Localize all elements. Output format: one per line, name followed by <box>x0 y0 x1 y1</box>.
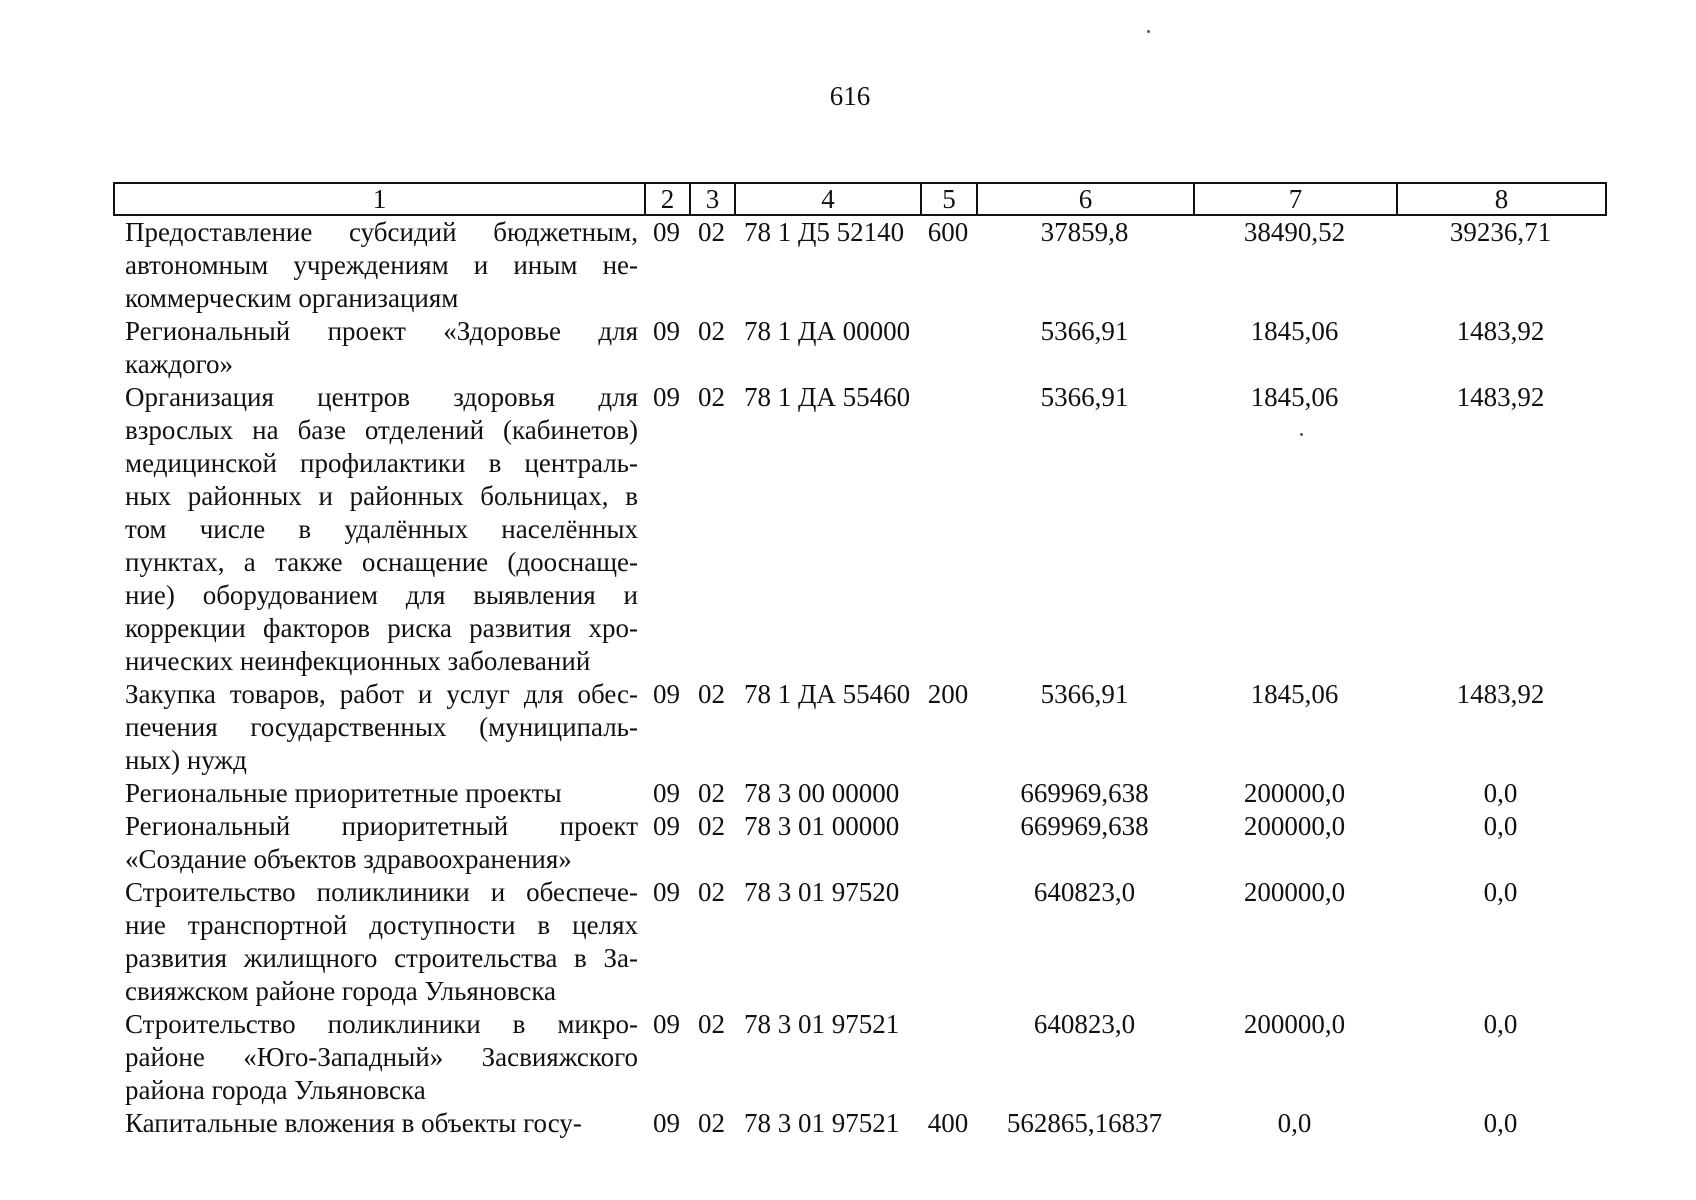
column-header-2: 2 <box>645 183 690 215</box>
scan-speck <box>1147 30 1150 33</box>
description-line: пунктах, а также оснащение (дооснаще- <box>125 547 638 577</box>
description-line: Закупка товаров, работ и услуг для обес- <box>125 679 638 709</box>
cell-c4: 78 1 ДА 55460 <box>744 382 911 412</box>
cell-c6: 5366,91 <box>1040 316 1129 346</box>
page-number: 616 <box>829 81 871 111</box>
cell-c6: 5366,91 <box>1040 679 1129 709</box>
cell-c6: 669969,638 <box>1020 778 1149 808</box>
cell-c2: 09 <box>653 382 680 412</box>
cell-c3: 02 <box>698 316 725 346</box>
description-line: ние транспортной доступности в целях <box>125 910 638 940</box>
description-line: коммерческим организациям <box>125 283 459 313</box>
cell-c6: 5366,91 <box>1040 382 1129 412</box>
cell-c2: 09 <box>653 1108 680 1138</box>
description-line: «Создание объектов здравоохранения» <box>125 844 572 874</box>
cell-c8: 1483,92 <box>1456 316 1545 346</box>
cell-c4: 78 3 01 00000 <box>744 811 900 841</box>
cell-c4: 78 1 ДА 00000 <box>744 316 911 346</box>
description-line: района города Ульяновска <box>125 1075 426 1105</box>
table-header <box>113 182 1607 216</box>
cell-c7: 38490,52 <box>1243 217 1346 247</box>
row-description <box>113 777 644 810</box>
description-line: развития жилищного строительства в За- <box>125 943 638 973</box>
budget-table <box>113 216 1605 1140</box>
cell-c7: 0,0 <box>1277 1108 1312 1138</box>
cell-c8: 0,0 <box>1483 1108 1518 1138</box>
cell-c8: 0,0 <box>1483 811 1518 841</box>
cell-c8: 1483,92 <box>1456 679 1545 709</box>
cell-c7: 1845,06 <box>1250 316 1339 346</box>
column-header-5: 5 <box>921 183 977 215</box>
cell-c4: 78 3 00 00000 <box>744 778 900 808</box>
description-line: Строительство поликлиники и обеспече- <box>125 877 638 907</box>
description-line: Организация центров здоровья для <box>125 382 638 412</box>
cell-c2: 09 <box>653 217 680 247</box>
cell-c5 <box>920 315 976 381</box>
description-line: Капитальные вложения в объекты госу- <box>125 1108 582 1138</box>
description-line: каждого» <box>125 349 233 379</box>
column-header-7: 7 <box>1194 183 1397 215</box>
cell-c3: 02 <box>698 811 725 841</box>
table-body <box>113 216 1605 1140</box>
cell-c7: 200000,0 <box>1243 811 1346 841</box>
cell-c4: 78 1 ДА 55460 <box>744 679 911 709</box>
description-line: том числе в удалённых населённых <box>125 514 638 544</box>
description-line: Региональный приоритетный проект <box>125 811 638 841</box>
row-description <box>113 810 644 876</box>
cell-c5 <box>920 1008 976 1107</box>
cell-c3: 02 <box>698 679 725 709</box>
row-description <box>113 1107 644 1140</box>
table-row <box>113 777 1605 810</box>
cell-c7: 200000,0 <box>1243 1009 1346 1039</box>
column-header-3: 3 <box>690 183 735 215</box>
cell-c6: 640823,0 <box>1033 877 1136 907</box>
description-line: районе «Юго-Западный» Засвияжского <box>125 1042 638 1072</box>
row-description <box>113 381 644 678</box>
cell-c7: 1845,06 <box>1250 679 1339 709</box>
table-row <box>113 678 1605 777</box>
cell-c2: 09 <box>653 811 680 841</box>
cell-c6: 562865,16837 <box>1006 1108 1163 1138</box>
cell-c8: 0,0 <box>1483 778 1518 808</box>
row-description <box>113 216 644 315</box>
description-line: нических неинфекционных заболеваний <box>125 646 591 676</box>
description-line: коррекции факторов риска развития хро- <box>125 613 638 643</box>
cell-c8: 0,0 <box>1483 1009 1518 1039</box>
cell-c2: 09 <box>653 778 680 808</box>
cell-c6: 640823,0 <box>1033 1009 1136 1039</box>
cell-c4: 78 3 01 97521 <box>744 1108 900 1138</box>
cell-c3: 02 <box>698 877 725 907</box>
table-row <box>113 381 1605 678</box>
cell-c5 <box>920 810 976 876</box>
column-header-1: 1 <box>114 183 645 215</box>
cell-c3: 02 <box>698 778 725 808</box>
row-description <box>113 315 644 381</box>
cell-c6: 669969,638 <box>1020 811 1149 841</box>
cell-c5 <box>920 381 976 678</box>
description-line: ных районных и районных больницах, в <box>125 481 638 511</box>
cell-c2: 09 <box>653 679 680 709</box>
cell-c5 <box>920 777 976 810</box>
table-row <box>113 876 1605 1008</box>
cell-c2: 09 <box>653 316 680 346</box>
cell-c2: 09 <box>653 877 680 907</box>
cell-c3: 02 <box>698 1009 725 1039</box>
table-row <box>113 315 1605 381</box>
cell-c7: 200000,0 <box>1243 877 1346 907</box>
cell-c7: 200000,0 <box>1243 778 1346 808</box>
cell-c8: 39236,71 <box>1449 217 1552 247</box>
description-line: автономным учреждениям и иным не- <box>125 250 638 280</box>
cell-c4: 78 3 01 97520 <box>744 877 900 907</box>
description-line: Предоставление субсидий бюджетным, <box>125 217 638 247</box>
description-line: печения государственных (муниципаль- <box>125 712 638 742</box>
column-header-8: 8 <box>1397 183 1606 215</box>
row-description <box>113 876 644 1008</box>
table-row <box>113 1008 1605 1107</box>
cell-c3: 02 <box>698 382 725 412</box>
table-row <box>113 810 1605 876</box>
row-description <box>113 678 644 777</box>
cell-c4: 78 3 01 97521 <box>744 1009 900 1039</box>
description-line: Строительство поликлиники в микро- <box>125 1009 638 1039</box>
cell-c5: 600 <box>927 217 969 247</box>
description-line: Региональные приоритетные проекты <box>125 778 562 808</box>
column-header-4: 4 <box>735 183 921 215</box>
cell-c3: 02 <box>698 1108 725 1138</box>
description-line: ных) нужд <box>125 745 247 775</box>
column-header-6: 6 <box>977 183 1194 215</box>
cell-c6: 37859,8 <box>1040 217 1129 247</box>
row-description <box>113 1008 644 1107</box>
cell-c8: 0,0 <box>1483 877 1518 907</box>
cell-c7: 1845,06 <box>1250 382 1339 412</box>
cell-c4: 78 1 Д5 52140 <box>744 217 905 247</box>
table-row <box>113 1107 1605 1140</box>
description-line: Региональный проект «Здоровье для <box>125 316 638 346</box>
description-line: свияжском районе города Ульяновска <box>125 976 557 1006</box>
description-line: медицинской профилактики в централь- <box>125 448 638 478</box>
cell-c2: 09 <box>653 1009 680 1039</box>
cell-c3: 02 <box>698 217 725 247</box>
cell-c5: 200 <box>927 679 969 709</box>
table-row <box>113 216 1605 315</box>
description-line: ние) оборудованием для выявления и <box>125 580 638 610</box>
cell-c5 <box>920 876 976 1008</box>
cell-c8: 1483,92 <box>1456 382 1545 412</box>
description-line: взрослых на базе отделений (кабинетов) <box>125 415 638 445</box>
cell-c5: 400 <box>927 1108 969 1138</box>
